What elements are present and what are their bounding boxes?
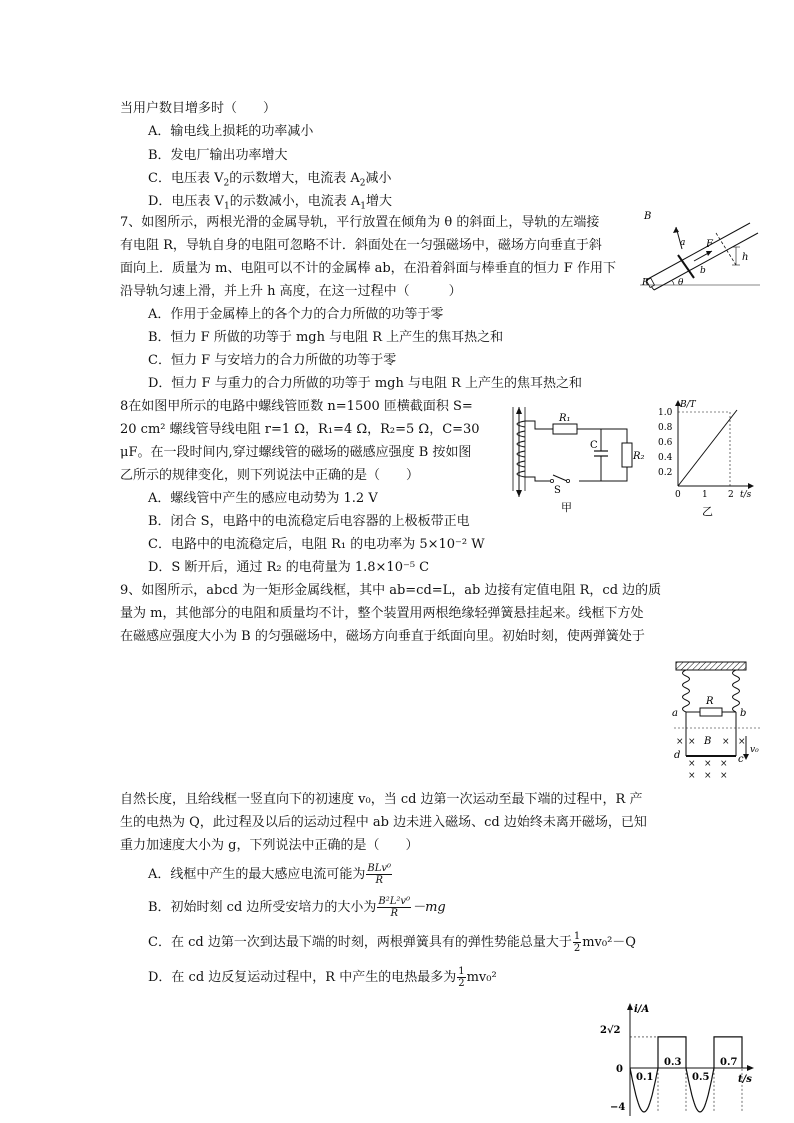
q9-c-post: mv₀²－Q: [582, 935, 636, 950]
q9-a-fraction: [366, 863, 392, 886]
q9-a-text: A．线框中产生的最大感应电流可能为: [148, 867, 366, 882]
q9-fig-label-r: R: [706, 696, 714, 707]
q7-line-3: 面向上．质量为 m、电阻可以不计的金属棒 ab，在沿着斜面与棒垂直的恒力 F 作用下: [120, 261, 616, 276]
q7-fig-label-a: a: [680, 238, 686, 248]
q9-line-4: 自然长度，且给线框一竖直向下的初速度 v₀，当 cd 边第一次运动至最下端的过程中，R 产: [120, 792, 643, 807]
q7-fig-label-b-field: B: [644, 211, 652, 222]
q6-d-sub: 1: [223, 201, 230, 212]
q8-figure-jia: [505, 405, 645, 515]
q6-d-post: 增大: [365, 194, 392, 209]
q9-line-6: 重力加速度大小为 g，下列说法中正确的是（ ）: [120, 838, 419, 853]
q8-yi-xtick-0: 0: [675, 490, 681, 500]
q8-figure-yi: [656, 398, 756, 518]
q9-line-5: 生的电热为 Q，此过程及以后的运动过程中 ab 边未进入磁场、cd 边始终未离开磁场，已知: [120, 815, 647, 830]
q9-a-num: BLv⁰: [367, 863, 392, 874]
chart-xtick-0: 0.1: [636, 1072, 654, 1083]
q9-d-post: mv₀²: [466, 970, 497, 985]
q9-line-1: 9、如图所示，abcd 为一矩形金属线框，其中 ab=cd=L，ab 边接有定值电阻 R，cd 边的质: [120, 583, 662, 598]
q7-fig-label-b: b: [700, 266, 706, 276]
q9-option-d: [148, 965, 497, 991]
q7-line-1: 7、如图所示，两根光滑的金属导轨，平行放置在倾角为 θ 的斜面上，导轨的左端接: [120, 215, 600, 230]
q6-d-pre: D．电压表 V: [148, 194, 224, 209]
q9-option-c: [148, 930, 636, 956]
chart-ylabel: i/A: [634, 1004, 650, 1015]
current-time-chart: [590, 1000, 770, 1120]
q8-yi-ylabel: B/T: [680, 400, 696, 410]
q9-b-num: B²L²v⁰: [378, 896, 411, 907]
svg-text:×: ×: [688, 737, 696, 747]
svg-text:×: ×: [704, 771, 712, 781]
q9-figure: [670, 658, 770, 788]
q9-d-fraction: [457, 966, 465, 989]
q9-d-text: D．在 cd 边反复运动过程中，R 中产生的电热最多为: [148, 970, 457, 985]
q8-option-d: D．S 断开后，通过 R₂ 的电荷量为 1.8×10⁻⁵ C: [148, 560, 430, 575]
q9-a-den: R: [375, 875, 383, 886]
q9-c-text: C．在 cd 边第一次到达最下端的时刻，两根弹簧具有的弹性势能总量大于: [148, 935, 572, 950]
svg-text:×: ×: [676, 737, 684, 747]
q9-fig-label-d: d: [674, 750, 681, 761]
q9-fig-label-v0: v₀: [750, 745, 759, 755]
q8-yi-xlabel: t/s: [740, 490, 752, 500]
q8-line-4: 乙所示的规律变化，则下列说法中正确的是（ ）: [120, 468, 420, 483]
q6-c-mid: 的示数增大，电流表 A: [229, 171, 360, 186]
q8-jia-label-r2: R₂: [633, 451, 645, 462]
q7-fig-label-theta: θ: [678, 278, 684, 288]
q9-line-2: 量为 m，其他部分的电阻和质量均不计，整个装置用两根绝缘轻弹簧悬挂起来。线框下方处: [120, 606, 644, 621]
chart-xtick-3: 0.7: [720, 1057, 738, 1068]
q9-fig-label-b-field: B: [704, 736, 712, 747]
q6-c-pre: C．电压表 V: [148, 171, 224, 186]
q8-yi-ytick-0-6: 0.6: [658, 438, 673, 448]
q6-stem-tail: 当用户数目增多时（ ）: [120, 101, 277, 116]
svg-text:×: ×: [704, 759, 712, 769]
q8-yi-ytick-0-4: 0.4: [658, 453, 673, 463]
q8-jia-caption: 甲: [561, 501, 572, 514]
q7-option-c: C．恒力 F 与安培力的合力所做的功等于零: [148, 353, 397, 368]
q8-option-a: A．螺线管中产生的感应电动势为 1.2 V: [148, 491, 378, 506]
q7-line-4: 沿导轨匀速上滑，并上升 h 高度，在这一过程中（ ）: [120, 284, 462, 299]
q9-option-b: [148, 895, 446, 921]
q8-line-2: 20 cm² 螺线管导线电阻 r=1 Ω，R₁=4 Ω，R₂=5 Ω，C=30: [120, 422, 480, 437]
q9-b-post: －mg: [412, 900, 446, 915]
svg-text:×: ×: [722, 737, 730, 747]
chart-ytick-2sqrt2: 2√2: [600, 1025, 621, 1036]
q9-c-fraction: [573, 931, 581, 954]
q6-c-sub2: 2: [359, 178, 366, 189]
q9-d-den: 2: [458, 978, 465, 989]
q6-d-mid: 的示数减小，电流表 A: [229, 194, 361, 209]
chart-xtick-2: 0.5: [692, 1072, 710, 1083]
q8-line-3: μF。在一段时间内,穿过螺线管的磁场的磁感应强度 B 按如图: [120, 445, 472, 460]
q7-fig-label-h: h: [742, 252, 749, 263]
q8-option-b: B．闭合 S，电路中的电流稳定后电容器的上极板带正电: [148, 514, 470, 529]
q7-option-a: A．作用于金属棒上的各个力的合力所做的功等于零: [148, 307, 444, 322]
q8-yi-caption: 乙: [702, 505, 713, 518]
q9-c-num: 1: [573, 931, 581, 942]
svg-text:×: ×: [720, 759, 728, 769]
q6-c-sub: 2: [223, 178, 230, 189]
q7-option-b: B．恒力 F 所做的功等于 mgh 与电阻 R 上产生的焦耳热之和: [148, 330, 504, 345]
q9-fig-label-a: a: [672, 708, 678, 719]
q9-b-text: B．初始时刻 cd 边所受安培力的大小为: [148, 900, 377, 915]
q6-option-a: A．输电线上损耗的功率减小: [148, 124, 314, 139]
q7-option-d: D．恒力 F 与重力的合力所做的功等于 mgh 与电阻 R 上产生的焦耳热之和: [148, 376, 583, 391]
q6-d-sub2: 1: [360, 201, 366, 212]
q8-jia-label-c: C: [590, 440, 598, 451]
q7-fig-label-f: F: [706, 239, 713, 250]
q9-c-den: 2: [573, 943, 581, 954]
q6-option-d: [148, 193, 392, 216]
q8-jia-label-s: S: [554, 485, 561, 496]
q8-yi-ytick-1-0: 1.0: [658, 408, 673, 418]
q8-yi-ytick-0-2: 0.2: [658, 468, 673, 478]
q7-figure: [640, 205, 760, 295]
q8-option-c: C．电路中的电流稳定后，电阻 R₁ 的电功率为 5×10⁻² W: [148, 537, 485, 552]
chart-ytick-0: 0: [616, 1064, 623, 1075]
q9-line-3: 在磁感应强度大小为 B 的匀强磁场中，磁场方向垂直于纸面向里。初始时刻，使两弹簧处于: [120, 629, 645, 644]
svg-text:×: ×: [688, 759, 696, 769]
svg-text:×: ×: [688, 771, 696, 781]
q8-jia-label-r1: R₁: [559, 413, 571, 424]
q7-fig-label-r: R: [642, 278, 649, 288]
q7-line-2: 有电阻 R，导轨自身的电阻可忽略不计．斜面处在一匀强磁场中，磁场方向垂直于斜: [120, 238, 602, 253]
q6-c-post: 减小: [365, 171, 392, 186]
svg-text:×: ×: [720, 771, 728, 781]
chart-xlabel: t/s: [738, 1074, 752, 1085]
q9-d-num: 1: [458, 966, 465, 977]
q9-fig-label-b: b: [740, 708, 747, 719]
q8-yi-ytick-0-8: 0.8: [658, 423, 673, 433]
q9-b-fraction: [377, 896, 411, 919]
q6-option-c: [148, 170, 391, 193]
q6-option-b: B．发电厂输出功率增大: [148, 148, 288, 163]
q8-line-1: 8在如图甲所示的电路中螺线管匝数 n=1500 匝横截面积 S=: [120, 399, 473, 414]
q8-yi-xtick-1: 1: [702, 490, 708, 500]
chart-xtick-1: 0.3: [664, 1057, 682, 1068]
chart-ytick-neg4: −4: [610, 1102, 626, 1113]
q9-b-den: R: [390, 908, 399, 919]
q9-fig-label-c: c: [738, 754, 744, 765]
q9-option-a: [148, 862, 393, 888]
q8-yi-xtick-2: 2: [728, 490, 734, 500]
svg-text:×: ×: [738, 737, 746, 747]
